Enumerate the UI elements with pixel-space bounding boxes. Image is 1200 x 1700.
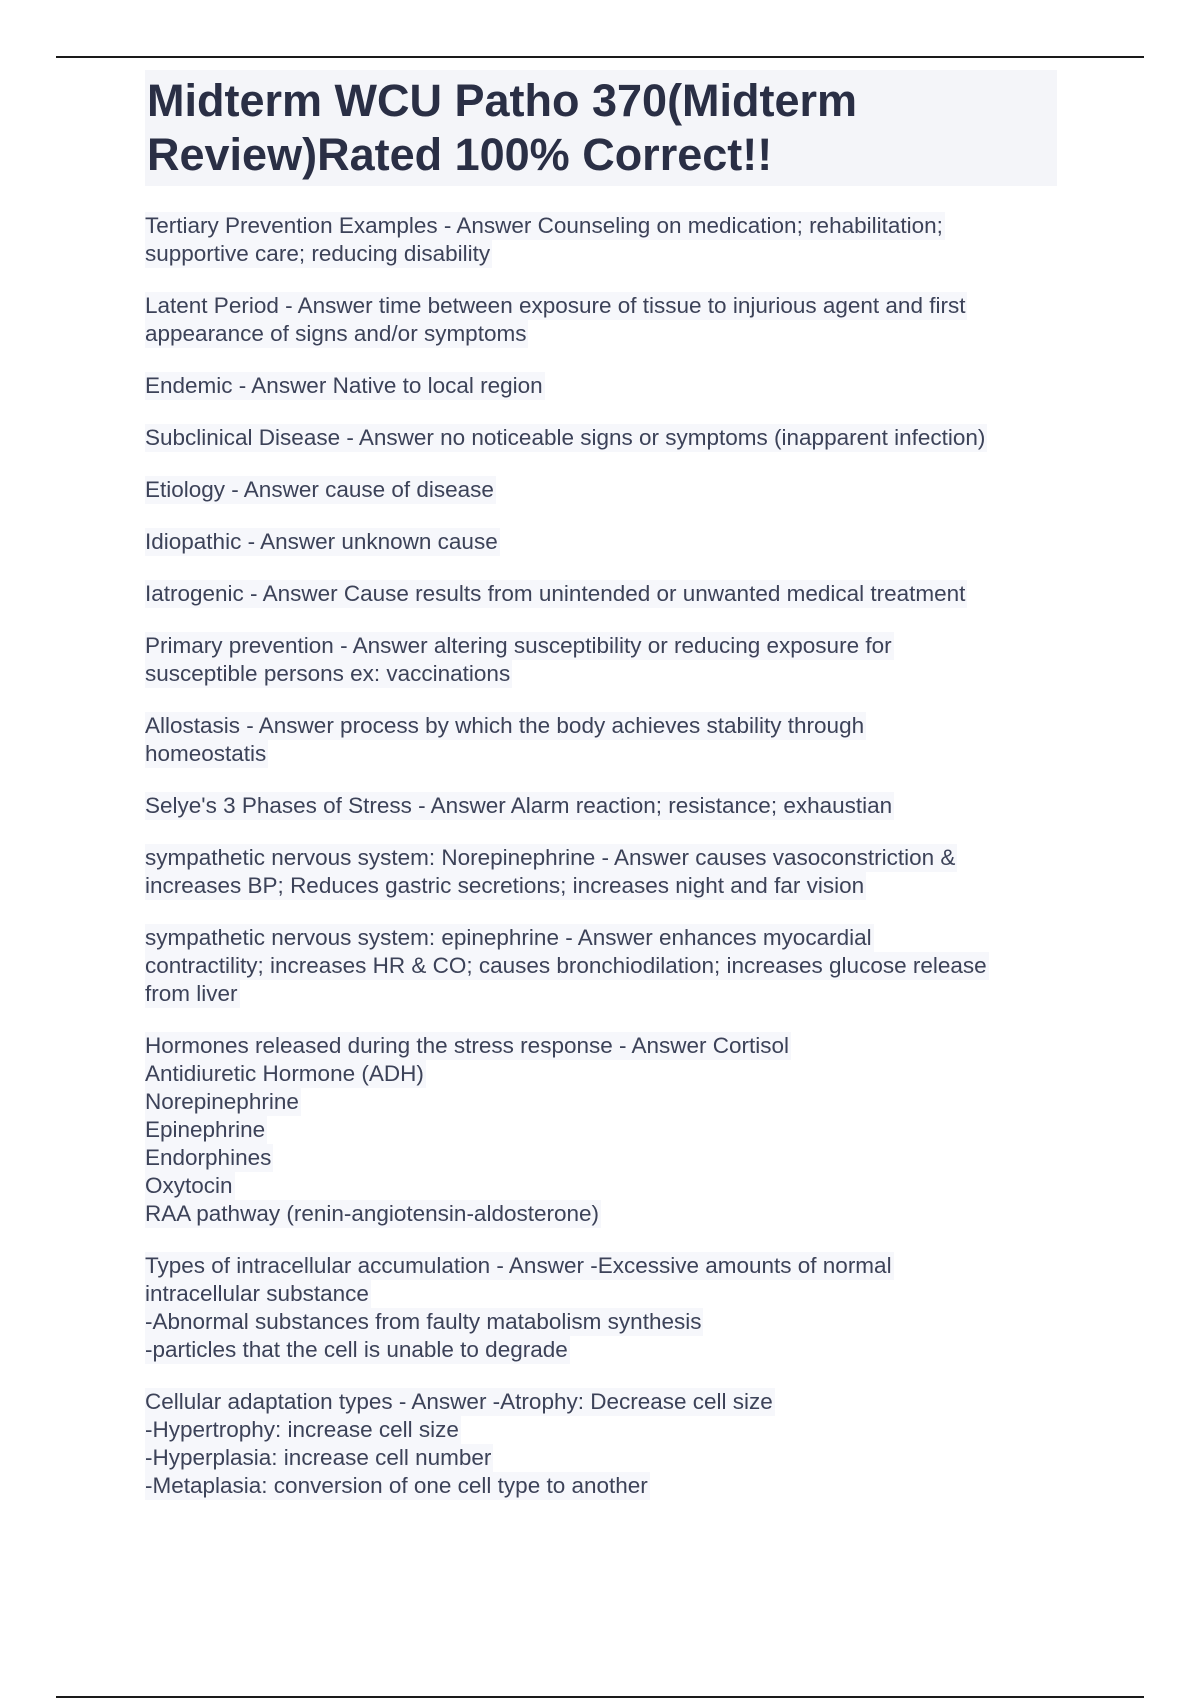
qa-entry-line: Latent Period - Answer time between exposure of tissue to injurious agent and first xyxy=(145,293,966,318)
qa-entry-line: Idiopathic - Answer unknown cause xyxy=(145,529,498,554)
qa-entry-line: contractility; increases HR & CO; causes bronchiodilation; increases glucose release xyxy=(145,953,987,978)
qa-entry-line-row xyxy=(145,1280,1055,1308)
qa-entry-line: Selye's 3 Phases of Stress - Answer Alarm reaction; resistance; exhaustian xyxy=(145,793,893,818)
qa-entry-line-row xyxy=(145,1444,1055,1472)
qa-entry-line: increases BP; Reduces gastric secretions; increases night and far vision xyxy=(145,873,865,898)
qa-entry-line-row xyxy=(145,844,1055,872)
qa-entry-line-row xyxy=(145,372,1055,400)
qa-entry-line: Tertiary Prevention Examples - Answer Counseling on medication; rehabilitation; xyxy=(145,213,943,238)
qa-entry-line: Allostasis - Answer process by which the body achieves stability through xyxy=(145,713,865,738)
qa-entry-line-row xyxy=(145,952,1055,980)
qa-entry-line: -particles that the cell is unable to degrade xyxy=(145,1337,568,1362)
qa-entry-line: Cellular adaptation types - Answer -Atrophy: Decrease cell size xyxy=(145,1389,773,1414)
qa-entry-line: Oxytocin xyxy=(145,1173,233,1198)
qa-entry-line: -Metaplasia: conversion of one cell type to another xyxy=(145,1473,648,1498)
qa-entry-line: Hormones released during the stress response - Answer Cortisol xyxy=(145,1033,790,1058)
qa-entry-line: homeostatis xyxy=(145,741,267,766)
qa-entry-line-row xyxy=(145,1032,1055,1060)
qa-entry-line-row xyxy=(145,528,1055,556)
qa-entry-line: -Hyperplasia: increase cell number xyxy=(145,1445,492,1470)
qa-entry-line: appearance of signs and/or symptoms xyxy=(145,321,527,346)
qa-entry-line-row xyxy=(145,580,1055,608)
qa-entry-line-row xyxy=(145,1116,1055,1144)
qa-entry xyxy=(145,528,1055,556)
qa-entry-line-row xyxy=(145,476,1055,504)
title-block xyxy=(145,70,1057,186)
qa-entry-line-row xyxy=(145,292,1055,320)
qa-entry-line: from liver xyxy=(145,981,238,1006)
qa-entry-line-row xyxy=(145,872,1055,900)
qa-entry-line: sympathetic nervous system: Norepinephrine - Answer causes vasoconstriction & xyxy=(145,845,956,870)
qa-entry xyxy=(145,372,1055,400)
qa-entry-line: RAA pathway (renin-angiotensin-aldosterone) xyxy=(145,1201,600,1226)
qa-entry xyxy=(145,580,1055,608)
qa-entry-line: sympathetic nervous system: epinephrine - Answer enhances myocardial xyxy=(145,925,872,950)
qa-entry-line-row xyxy=(145,1144,1055,1172)
qa-entry xyxy=(145,632,1055,688)
qa-entry xyxy=(145,476,1055,504)
qa-entry-line: Iatrogenic - Answer Cause results from unintended or unwanted medical treatment xyxy=(145,581,966,606)
qa-entry-line-row xyxy=(145,980,1055,1008)
document-page xyxy=(145,70,1055,1524)
qa-entry-line-row xyxy=(145,1060,1055,1088)
qa-entry xyxy=(145,1252,1055,1364)
qa-entry-line-row xyxy=(145,240,1055,268)
qa-entry-line-row xyxy=(145,320,1055,348)
qa-entry xyxy=(145,424,1055,452)
qa-entry-line: -Hypertrophy: increase cell size xyxy=(145,1417,459,1442)
qa-entry-line-row xyxy=(145,1388,1055,1416)
qa-entry-line: -Abnormal substances from faulty matabolism synthesis xyxy=(145,1309,702,1334)
qa-entry-line: Norepinephrine xyxy=(145,1089,299,1114)
qa-entry-line-row xyxy=(145,660,1055,688)
qa-entry-line: intracellular substance xyxy=(145,1281,369,1306)
qa-entry-line-row xyxy=(145,424,1055,452)
qa-entry xyxy=(145,712,1055,768)
title-line: Midterm WCU Patho 370(Midterm xyxy=(147,75,858,126)
qa-entry-line-row xyxy=(145,1472,1055,1500)
top-divider xyxy=(56,56,1144,58)
qa-entry-line: Epinephrine xyxy=(145,1117,266,1142)
qa-entry xyxy=(145,924,1055,1008)
qa-entry-line: Types of intracellular accumulation - Answer -Excessive amounts of normal xyxy=(145,1253,892,1278)
qa-entry-line-row xyxy=(145,712,1055,740)
qa-entry xyxy=(145,292,1055,348)
qa-entry xyxy=(145,844,1055,900)
qa-entry-line-row xyxy=(145,212,1055,240)
qa-entry-line-row xyxy=(145,1416,1055,1444)
qa-entry-line: Antidiuretic Hormone (ADH) xyxy=(145,1061,424,1086)
qa-entry-line-row xyxy=(145,1172,1055,1200)
qa-entry-line-row xyxy=(145,792,1055,820)
qa-entry-line-row xyxy=(145,1088,1055,1116)
qa-entry-line-row xyxy=(145,1336,1055,1364)
qa-entry-line: supportive care; reducing disability xyxy=(145,241,491,266)
qa-entry xyxy=(145,1032,1055,1228)
qa-entry-line-row xyxy=(145,1200,1055,1228)
qa-entry-line: Endemic - Answer Native to local region xyxy=(145,373,543,398)
document-title xyxy=(147,74,1057,182)
qa-entry-line: Etiology - Answer cause of disease xyxy=(145,477,494,502)
qa-entry xyxy=(145,212,1055,268)
qa-entry-line-row xyxy=(145,632,1055,660)
qa-entry-list xyxy=(145,212,1055,1500)
qa-entry-line-row xyxy=(145,1252,1055,1280)
qa-entry-line: Subclinical Disease - Answer no noticeable signs or symptoms (inapparent infection) xyxy=(145,425,986,450)
bottom-divider xyxy=(56,1696,1144,1698)
qa-entry xyxy=(145,1388,1055,1500)
qa-entry xyxy=(145,792,1055,820)
qa-entry-line-row xyxy=(145,740,1055,768)
qa-entry-line: Endorphines xyxy=(145,1145,272,1170)
qa-entry-line-row xyxy=(145,924,1055,952)
qa-entry-line: susceptible persons ex: vaccinations xyxy=(145,661,511,686)
qa-entry-line: Primary prevention - Answer altering susceptibility or reducing exposure for xyxy=(145,633,892,658)
title-line: Review)Rated 100% Correct!! xyxy=(147,129,773,180)
qa-entry-line-row xyxy=(145,1308,1055,1336)
